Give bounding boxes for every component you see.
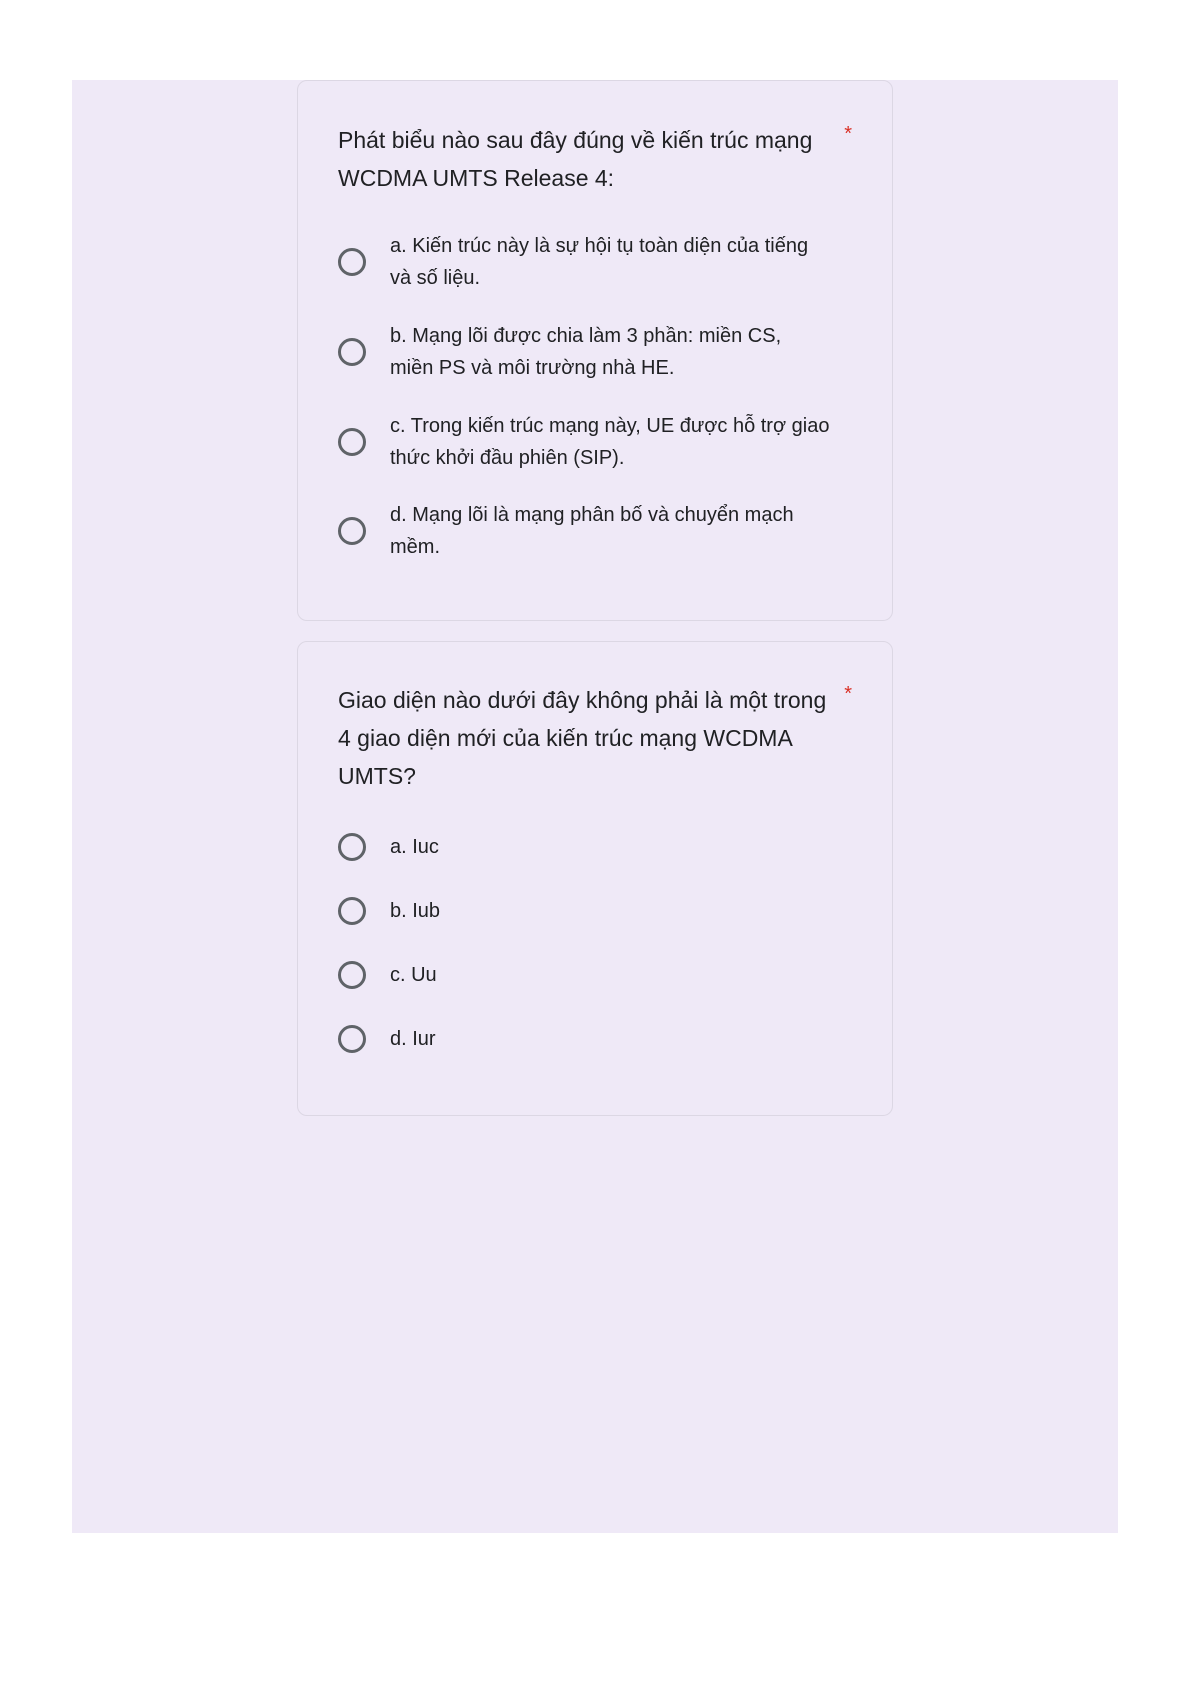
radio-button-icon[interactable] bbox=[338, 897, 366, 925]
radio-button-icon[interactable] bbox=[338, 428, 366, 456]
radio-button-icon[interactable] bbox=[338, 517, 366, 545]
option-b[interactable] bbox=[338, 320, 838, 384]
radio-button-icon[interactable] bbox=[338, 961, 366, 989]
option-d[interactable] bbox=[338, 1023, 838, 1055]
option-c[interactable] bbox=[338, 410, 838, 474]
option-a[interactable] bbox=[338, 230, 838, 294]
radio-button-icon[interactable] bbox=[338, 833, 366, 861]
option-label: b. Mạng lõi được chia làm 3 phần: miền CS, miền PS và môi trường nhà HE. bbox=[390, 325, 782, 379]
question-title: Phát biểu nào sau đây đúng về kiến trúc mạng WCDMA UMTS Release 4: bbox=[338, 127, 813, 191]
required-asterisk: * bbox=[844, 683, 852, 705]
option-c[interactable] bbox=[338, 959, 838, 991]
radio-button-icon[interactable] bbox=[338, 1025, 366, 1053]
option-d[interactable] bbox=[338, 499, 838, 563]
option-label: a. Iuc bbox=[390, 836, 439, 858]
radio-button-icon[interactable] bbox=[338, 338, 366, 366]
option-label: b. Iub bbox=[390, 900, 441, 922]
option-a[interactable] bbox=[338, 831, 838, 863]
required-asterisk: * bbox=[844, 123, 852, 145]
question-title: Giao diện nào dưới đây không phải là một trong 4 giao diện mới của kiến trúc mạng WCDMA UMTS? bbox=[338, 687, 827, 789]
radio-button-icon[interactable] bbox=[338, 248, 366, 276]
question-card-1 bbox=[297, 80, 893, 621]
option-label: d. Mạng lõi là mạng phân bố và chuyển mạch mềm. bbox=[390, 504, 794, 558]
option-b[interactable] bbox=[338, 895, 838, 927]
option-label: c. Uu bbox=[390, 964, 437, 986]
option-label: c. Trong kiến trúc mạng này, UE được hỗ trợ giao thức khởi đầu phiên (SIP). bbox=[390, 415, 830, 469]
option-label: d. Iur bbox=[390, 1028, 436, 1050]
question-card-2 bbox=[297, 641, 893, 1116]
option-label: a. Kiến trúc này là sự hội tụ toàn diện của tiếng và số liệu. bbox=[390, 235, 809, 289]
